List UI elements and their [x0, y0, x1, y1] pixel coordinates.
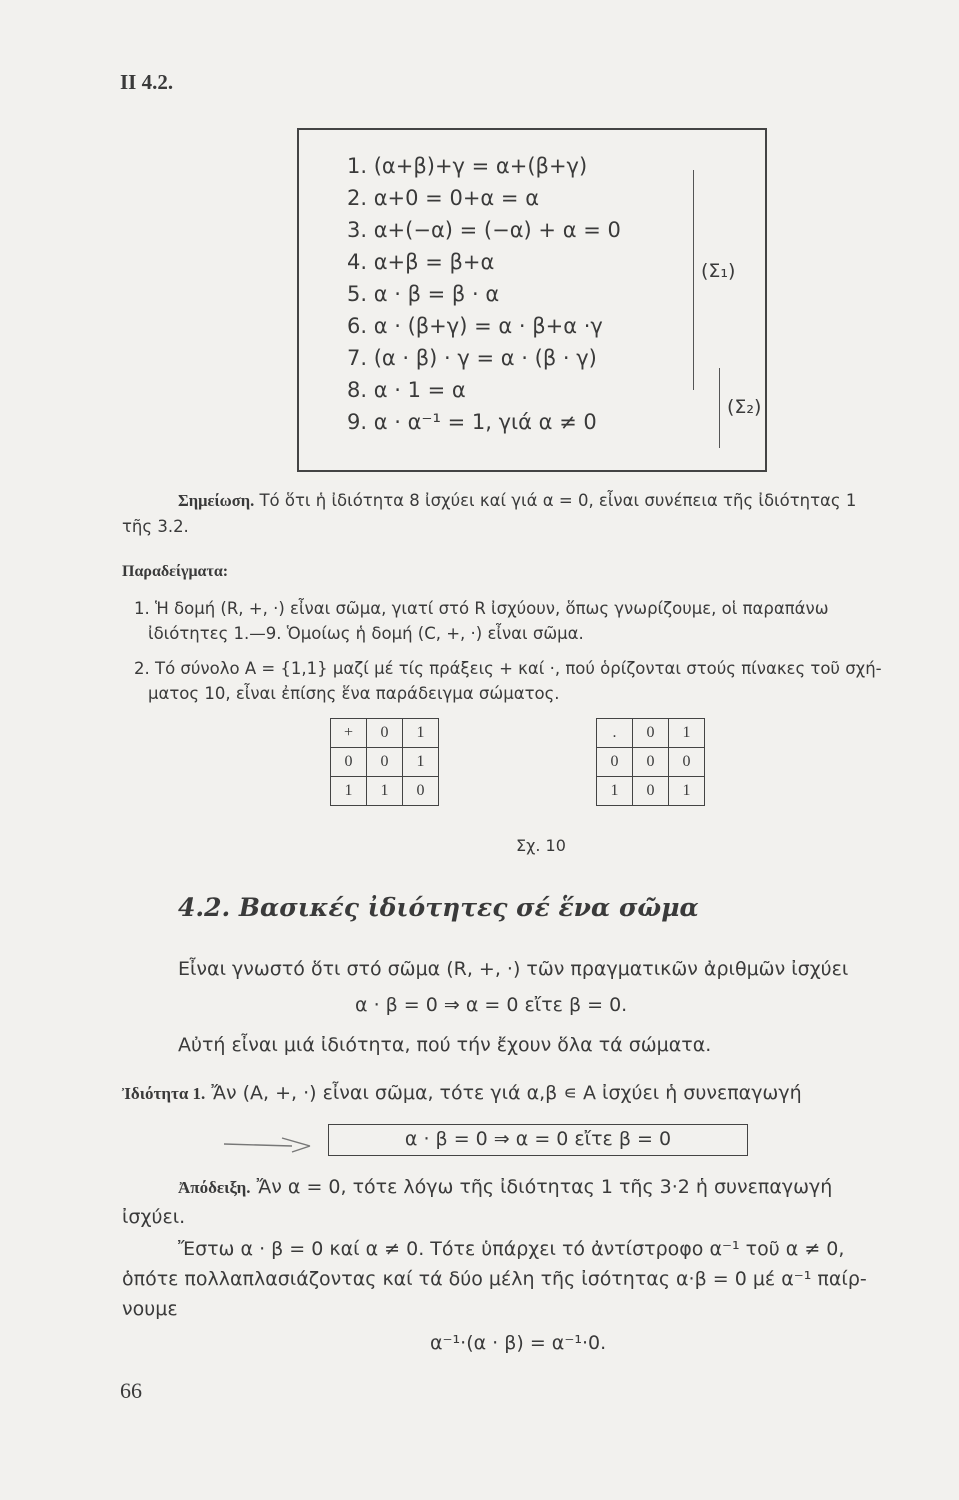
axiom-8: 8. α · 1 = α — [347, 378, 466, 402]
axiom-7: 7. (α · β) · γ = α · (β · γ) — [347, 346, 597, 370]
proof-line-4: ὁπότε πολλαπλασιάζοντας καί τά δύο μέλη τῆς ἰσότητας α·β = 0 μέ α⁻¹ παίρ- — [122, 1268, 867, 1290]
add-cell: + — [331, 719, 367, 748]
multiplication-table — [596, 718, 705, 806]
sigma1-brace — [693, 170, 694, 390]
axiom-2: 2. α+0 = 0+α = α — [347, 186, 540, 210]
addition-table — [330, 718, 439, 806]
mul-cell: 1 — [669, 719, 705, 748]
mul-cell: 1 — [597, 777, 633, 806]
examples-label: Παραδείγματα: — [122, 563, 229, 580]
example-2-line-2: ματος 10, εἶναι ἐπίσης ἕνα παράδειγμα σώματος. — [148, 684, 560, 703]
section-title: 4.2. Βασικές ἰδιότητες σέ ἕνα σῶμα — [178, 893, 699, 922]
sigma1-label: (Σ₁) — [701, 260, 736, 282]
proof-line-1 — [178, 1172, 832, 1203]
mul-cell: 0 — [633, 777, 669, 806]
add-cell: 1 — [331, 777, 367, 806]
note-label: Σημείωση. — [178, 491, 255, 510]
mul-cell: 0 — [597, 748, 633, 777]
sigma2-brace — [719, 368, 720, 448]
proof-line-2: ἰσχύει. — [122, 1206, 186, 1228]
axiom-1: 1. (α+β)+γ = α+(β+γ) — [347, 154, 588, 178]
mul-cell: 0 — [633, 719, 669, 748]
axiom-3: 3. α+(−α) = (−α) + α = 0 — [347, 218, 621, 242]
sigma2-label: (Σ₂) — [727, 396, 762, 418]
mul-cell: 1 — [669, 777, 705, 806]
proof-text-1: Ἄν α = 0, τότε λόγω τῆς ἰδιότητας 1 τῆς 3·2 ἡ συνεπαγωγή — [256, 1176, 833, 1198]
section-paragraph-1: Εἶναι γνωστό ὅτι στό σῶμα (R, +, ·) τῶν πραγματικῶν ἀριθμῶν ἰσχύει — [178, 958, 849, 980]
axiom-5: 5. α · β = β · α — [347, 282, 500, 306]
example-2-line-1: 2. Τό σύνολο Α = {1,1} μαζί μέ τίς πράξεις + καί ·, πού ὁρίζονται στούς πίνακες τοῦ σχή- — [134, 659, 882, 678]
property-text: Ἄν (Α, +, ·) εἶναι σῶμα, τότε γιά α,β ∊ Α ἰσχύει ἡ συνεπαγωγή — [211, 1082, 802, 1104]
add-cell: 0 — [403, 777, 439, 806]
pointer-arrow-icon — [222, 1130, 322, 1154]
page-header: ΙΙ 4.2. — [120, 70, 174, 94]
axiom-4: 4. α+β = β+α — [347, 250, 495, 274]
proof-label: Ἀπόδειξη. — [178, 1178, 251, 1197]
note-text: Τό ὅτι ἡ ἰδιότητα 8 ἰσχύει καί γιά α = 0, εἶναι συνέπεια τῆς ἰδιότητας 1 — [259, 491, 857, 510]
section-paragraph-2: Αὐτή εἶναι μιά ἰδιότητα, πού τήν ἔχουν ὅλα τά σώματα. — [178, 1034, 712, 1056]
proof-line-5: νουμε — [122, 1298, 178, 1320]
boxed-implication: α · β = 0 ⇒ α = 0 εἴτε β = 0 — [328, 1124, 748, 1156]
axiom-9: 9. α · α⁻¹ = 1, γιά α ≠ 0 — [347, 410, 597, 434]
note-continuation: τῆς 3.2. — [122, 517, 189, 536]
note — [178, 488, 938, 514]
example-1-line-2: ἰδιότητες 1.—9. Ὁμοίως ἡ δομή (C, +, ·) εἶναι σῶμα. — [148, 624, 584, 643]
property-statement — [122, 1078, 802, 1109]
final-equation: α⁻¹·(α · β) = α⁻¹·0. — [430, 1332, 607, 1354]
example-1-line-1: 1. Ἡ δομή (R, +, ·) εἶναι σῶμα, γιατί στό R ἰσχύουν, ὅπως γνωρίζουμε, οἱ παραπάνω — [134, 599, 829, 618]
add-cell: 1 — [403, 748, 439, 777]
page-number: 66 — [120, 1378, 142, 1403]
add-cell: 0 — [367, 748, 403, 777]
mul-cell: . — [597, 719, 633, 748]
add-cell: 1 — [403, 719, 439, 748]
add-cell: 0 — [331, 748, 367, 777]
mul-cell: 0 — [669, 748, 705, 777]
add-cell: 1 — [367, 777, 403, 806]
figure-caption: Σχ. 10 — [516, 836, 566, 855]
property-label: Ἰδιότητα 1. — [122, 1084, 206, 1103]
axiom-6: 6. α · (β+γ) = α · β+α ·γ — [347, 314, 603, 338]
add-cell: 0 — [367, 719, 403, 748]
section-equation-1: α · β = 0 ⇒ α = 0 εἴτε β = 0. — [355, 994, 628, 1016]
proof-line-3: Ἔστω α · β = 0 καί α ≠ 0. Τότε ὑπάρχει τό ἀντίστροφο α⁻¹ τοῦ α ≠ 0, — [178, 1238, 845, 1260]
mul-cell: 0 — [633, 748, 669, 777]
axioms-box — [297, 128, 767, 472]
